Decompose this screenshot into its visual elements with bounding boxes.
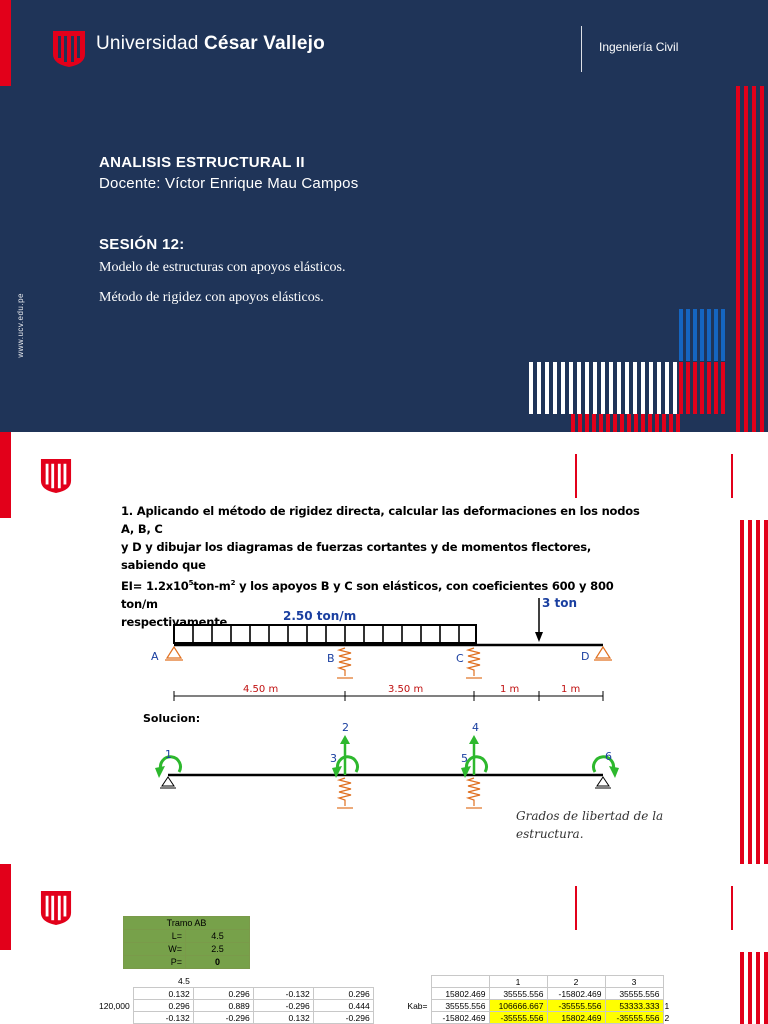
- point-load-arrow-icon: [535, 632, 543, 642]
- white-stripe: [625, 362, 629, 414]
- white-stripe: [569, 362, 573, 414]
- white-stripe: [657, 362, 661, 414]
- red-stripe: [620, 414, 624, 432]
- red-stripe: [693, 362, 697, 414]
- span-bc-label: 3.50 m: [388, 684, 424, 695]
- red-stripe: [707, 362, 711, 414]
- white-stripe-group: [529, 362, 677, 414]
- problem-line: y D y dibujar los diagramas de fuerzas cortantes y de momentos flectores, sabiendo que: [121, 540, 592, 572]
- red-stripe: [686, 362, 690, 414]
- red-stripe: [736, 86, 740, 432]
- span-properties-table: [123, 916, 250, 969]
- unit-stiffness-matrix: [96, 987, 374, 1024]
- node-label-d: D: [581, 650, 590, 663]
- problem-line: $EI= 1.2x10^5ton-m^2$ y los apoyos B y C son elásticos, con coeficientes 600 y 800 ton/m: [121, 578, 614, 611]
- header-red-line: [731, 886, 733, 930]
- white-stripe: [553, 362, 557, 414]
- white-stripe: [545, 362, 549, 414]
- span-c1-label: 1 m: [500, 684, 520, 695]
- dof-label-3: 3: [330, 752, 337, 765]
- white-stripe: [537, 362, 541, 414]
- problem-line: respectivamente: [121, 614, 228, 629]
- ucv-shield-logo-icon: [40, 889, 72, 927]
- red-stripe: [648, 414, 652, 432]
- problem-slide: [0, 432, 768, 864]
- spring-support-icon: [466, 648, 482, 678]
- dof-label-6: 6: [605, 750, 612, 763]
- span-title: Tramo AB: [124, 917, 250, 930]
- vertical-arrow-icon: [469, 735, 479, 744]
- teacher-name: Docente: Víctor Enrique Mau Campos: [99, 175, 359, 192]
- red-stripe: [700, 362, 704, 414]
- blue-stripe: [679, 309, 683, 361]
- website-label: www.ucv.edu.pe: [16, 293, 25, 358]
- calculation-slide: [0, 864, 768, 1024]
- red-stripe: [744, 86, 748, 432]
- dof-label-5: 5: [461, 752, 468, 765]
- blue-stripe: [700, 309, 704, 361]
- red-stripe: [760, 86, 764, 432]
- session-topic-1: Modelo de estructuras con apoyos elásticos.: [99, 260, 346, 275]
- red-stripe: [714, 362, 718, 414]
- session-topic-2: Método de rigidez con apoyos elásticos.: [99, 290, 324, 305]
- pin-support-icon: [594, 647, 612, 660]
- white-stripe: [641, 362, 645, 414]
- red-stripe: [571, 414, 575, 432]
- header-red-line: [731, 454, 733, 498]
- load-arrows: [193, 625, 459, 643]
- red-stripe: [627, 414, 631, 432]
- red-stripe: [676, 414, 680, 432]
- white-stripe: [673, 362, 677, 414]
- beam-load-diagram: [143, 580, 623, 715]
- red-stripe: [585, 414, 589, 432]
- red-stripe: [679, 362, 683, 414]
- blue-stripe-group: [679, 309, 725, 361]
- red-stripe: [578, 414, 582, 432]
- dof-label-1: 1: [165, 748, 172, 761]
- tall-red-stripe-group: [736, 86, 764, 432]
- course-title: ANALISIS ESTRUCTURAL II: [99, 154, 305, 171]
- table-row: 0.132 0.296 -0.132 0.296: [96, 988, 373, 1000]
- spring-support-icon: [337, 648, 353, 678]
- white-stripe: [649, 362, 653, 414]
- pin-support-icon: [165, 647, 183, 660]
- table-row: -0.132 -0.296 0.132 -0.296: [96, 1012, 373, 1024]
- white-stripe: [601, 362, 605, 414]
- table-row: P= 0: [124, 956, 250, 969]
- node-label-b: B: [327, 652, 335, 665]
- red-bottom-stripe-group: [571, 414, 680, 432]
- red-stripe: [721, 362, 725, 414]
- blue-stripe: [686, 309, 690, 361]
- white-stripe: [561, 362, 565, 414]
- dof-caption-line-1: Grados de libertad de la: [516, 809, 663, 823]
- red-stripe: [752, 86, 756, 432]
- red-stripe: [641, 414, 645, 432]
- department-label: Ingeniería Civil: [599, 40, 679, 54]
- white-stripe: [665, 362, 669, 414]
- dof-label-4: 4: [472, 721, 479, 734]
- table-row: -15802.469 -35555.556 15802.469 -35555.556 2: [401, 1012, 673, 1024]
- kab-stiffness-matrix: [401, 975, 673, 1024]
- white-stripe: [529, 362, 533, 414]
- table-row: L= 4.5: [124, 930, 250, 943]
- white-stripe: [593, 362, 597, 414]
- white-stripe: [633, 362, 637, 414]
- red-stripe: [669, 414, 673, 432]
- red-stripe: [613, 414, 617, 432]
- red-stripe: [662, 414, 666, 432]
- blue-stripe: [714, 309, 718, 361]
- table-row: W= 2.5: [124, 943, 250, 956]
- session-title: SESIÓN 12:: [99, 236, 185, 253]
- solution-label: Solucion:: [143, 712, 201, 725]
- length-value: 4.5: [178, 976, 190, 986]
- span-c2-label: 1 m: [561, 684, 581, 695]
- table-header-row: 1 2 3: [401, 976, 673, 988]
- red-accent-bar: [0, 432, 11, 518]
- red-stripe: [592, 414, 596, 432]
- title-slide: [0, 0, 768, 432]
- problem-line: 1. Aplicando el método de rigidez directa, calcular las deformaciones en los nodos A, B, C: [121, 504, 640, 536]
- blue-stripe: [693, 309, 697, 361]
- table-row: Kab= 35555.556 106666.667 -35555.556 53333.333 1: [407, 1000, 670, 1011]
- red-stripe: [606, 414, 610, 432]
- decorative-stripes: [740, 952, 768, 1024]
- decorative-stripes: [740, 520, 768, 864]
- table-row: 15802.469 35555.556 -15802.469 35555.556: [401, 988, 673, 1000]
- white-stripe: [617, 362, 621, 414]
- red-stripe: [634, 414, 638, 432]
- table-row: 120,000 0.296 0.889 -0.296 0.444: [96, 1000, 373, 1012]
- header-red-line: [575, 886, 577, 930]
- vertical-arrow-icon: [340, 735, 350, 744]
- node-label-a: A: [151, 650, 159, 663]
- white-stripe: [585, 362, 589, 414]
- blue-stripe: [707, 309, 711, 361]
- university-name: Universidad César Vallejo: [96, 33, 325, 54]
- white-stripe: [609, 362, 613, 414]
- decorative-stripes: [0, 0, 768, 432]
- red-stripe: [599, 414, 603, 432]
- distributed-load-label: 2.50 ton/m: [283, 609, 357, 623]
- ucv-shield-logo-icon: [40, 457, 72, 495]
- red-stripe: [655, 414, 659, 432]
- span-ab-label: 4.50 m: [243, 684, 279, 695]
- header-red-line: [575, 454, 577, 498]
- dof-label-2: 2: [342, 721, 349, 734]
- node-label-c: C: [456, 652, 464, 665]
- red-accent-bar: [0, 864, 11, 950]
- point-load-label: 3 ton: [542, 596, 578, 610]
- dof-caption-line-2: estructura.: [516, 827, 584, 841]
- red-stripe-group: [679, 362, 725, 414]
- degrees-of-freedom-diagram: [143, 710, 663, 860]
- white-stripe: [577, 362, 581, 414]
- blue-stripe: [721, 309, 725, 361]
